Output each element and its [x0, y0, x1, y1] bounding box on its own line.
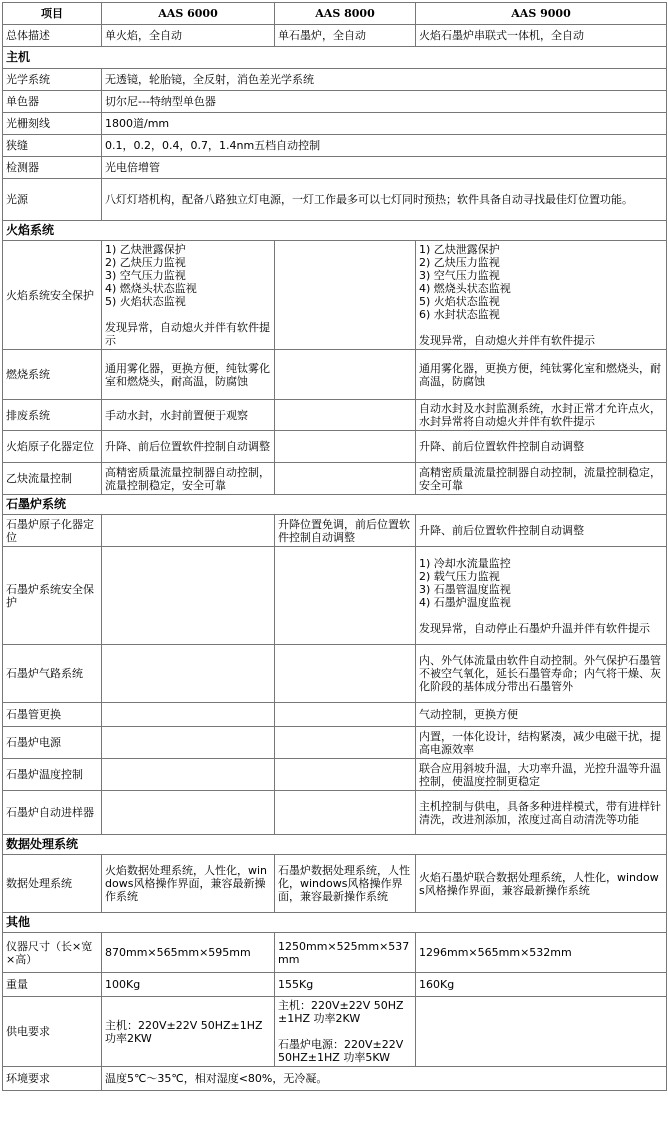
row-value: 温度5℃～35℃，相对湿度<80%，无冷凝。 — [102, 1067, 667, 1091]
row-label: 燃烧系统 — [3, 350, 102, 400]
cell-aas9000: 自动水封及水封监测系统，水封正常才允许点火，水封异常将自动熄火并伴有软件提示 — [416, 400, 667, 431]
row-label: 石墨炉电源 — [3, 727, 102, 759]
row-label: 石墨炉自动进样器 — [3, 791, 102, 835]
cell-aas9000: 升降、前后位置软件控制自动调整 — [416, 431, 667, 463]
header-aas6000: AAS 6000 — [102, 3, 275, 25]
section-row — [3, 913, 667, 933]
header-row — [3, 3, 667, 25]
cell-aas9000: 火焰石墨炉串联式一体机，全自动 — [416, 25, 667, 47]
section-title: 火焰系统 — [3, 221, 667, 241]
header-aas8000: AAS 8000 — [275, 3, 416, 25]
row-label: 排废系统 — [3, 400, 102, 431]
cell-aas6000 — [102, 547, 275, 645]
row-label: 环境要求 — [3, 1067, 102, 1091]
row-value: 1800道/mm — [102, 113, 667, 135]
cell-aas6000: 升降、前后位置软件控制自动调整 — [102, 431, 275, 463]
cell-aas8000 — [275, 400, 416, 431]
cell-aas6000: 手动水封，水封前置便于观察 — [102, 400, 275, 431]
section-row — [3, 221, 667, 241]
cell-aas6000 — [102, 645, 275, 703]
cell-aas6000: 通用雾化器，更换方便，纯钛雾化室和燃烧头，耐高温，防腐蚀 — [102, 350, 275, 400]
table-row — [3, 91, 667, 113]
cell-aas8000 — [275, 463, 416, 495]
cell-aas8000 — [275, 645, 416, 703]
section-row — [3, 47, 667, 69]
section-title: 主机 — [3, 47, 667, 69]
cell-aas9000: 通用雾化器，更换方便，纯钛雾化室和燃烧头，耐高温，防腐蚀 — [416, 350, 667, 400]
row-label: 石墨炉原子化器定位 — [3, 515, 102, 547]
row-label: 石墨管更换 — [3, 703, 102, 727]
spec-table — [2, 2, 667, 1091]
row-label: 单色器 — [3, 91, 102, 113]
row-label: 石墨炉气路系统 — [3, 645, 102, 703]
cell-aas6000 — [102, 515, 275, 547]
row-label: 总体描述 — [3, 25, 102, 47]
cell-aas9000: 1296mm×565mm×532mm — [416, 933, 667, 973]
cell-aas6000 — [102, 703, 275, 727]
cell-aas8000: 石墨炉数据处理系统，人性化，windows风格操作界面，兼容最新操作系统 — [275, 855, 416, 913]
cell-aas6000 — [102, 727, 275, 759]
row-value: 无透镜，轮胎镜，全反射，消色差光学系统 — [102, 69, 667, 91]
row-label: 火焰系统安全保护 — [3, 241, 102, 350]
row-label: 光学系统 — [3, 69, 102, 91]
cell-aas8000 — [275, 350, 416, 400]
table-row — [3, 113, 667, 135]
table-row — [3, 855, 667, 913]
section-row — [3, 835, 667, 855]
cell-aas9000: 1) 乙炔泄露保护 2) 乙炔压力监视 3) 空气压力监视 4) 燃烧头状态监视 5) 火焰状态监视 6) 水封状态监视 发现异常，自动熄火并伴有软件提示 — [416, 241, 667, 350]
row-label: 乙炔流量控制 — [3, 463, 102, 495]
row-label: 数据处理系统 — [3, 855, 102, 913]
cell-aas9000: 高精密质量流量控制器自动控制，流量控制稳定，安全可靠 — [416, 463, 667, 495]
table-row — [3, 25, 667, 47]
cell-aas9000: 主机控制与供电，具备多种进样模式，带有进样针清洗，改进剂添加，浓度过高自动清洗等功能 — [416, 791, 667, 835]
table-row — [3, 997, 667, 1067]
cell-aas8000 — [275, 431, 416, 463]
table-row — [3, 547, 667, 645]
table-row — [3, 703, 667, 727]
row-label: 火焰原子化器定位 — [3, 431, 102, 463]
row-label: 光栅刻线 — [3, 113, 102, 135]
header-item: 项目 — [3, 3, 102, 25]
cell-aas8000 — [275, 791, 416, 835]
cell-aas8000: 单石墨炉，全自动 — [275, 25, 416, 47]
cell-aas6000 — [102, 791, 275, 835]
table-row — [3, 759, 667, 791]
row-value: 0.1，0.2，0.4，0.7，1.4nm五档自动控制 — [102, 135, 667, 157]
cell-aas6000: 主机：220V±22V 50HZ±1HZ 功率2KW — [102, 997, 275, 1067]
row-label: 检测器 — [3, 157, 102, 179]
row-label: 石墨炉系统安全保护 — [3, 547, 102, 645]
cell-aas6000: 火焰数据处理系统，人性化，windows风格操作界面，兼容最新操作系统 — [102, 855, 275, 913]
row-label: 重量 — [3, 973, 102, 997]
table-row — [3, 400, 667, 431]
cell-aas6000: 单火焰，全自动 — [102, 25, 275, 47]
header-aas9000: AAS 9000 — [416, 3, 667, 25]
table-row — [3, 515, 667, 547]
row-value: 光电倍增管 — [102, 157, 667, 179]
cell-aas9000 — [416, 997, 667, 1067]
cell-aas6000: 100Kg — [102, 973, 275, 997]
section-title: 数据处理系统 — [3, 835, 667, 855]
cell-aas8000: 升降位置免调，前后位置软件控制自动调整 — [275, 515, 416, 547]
cell-aas9000: 联合应用斜坡升温，大功率升温，光控升温等升温控制，使温度控制更稳定 — [416, 759, 667, 791]
row-label: 光源 — [3, 179, 102, 221]
row-label: 仪器尺寸（长×宽×高） — [3, 933, 102, 973]
table-row — [3, 431, 667, 463]
row-label: 狭缝 — [3, 135, 102, 157]
table-row — [3, 463, 667, 495]
table-row — [3, 69, 667, 91]
row-label: 石墨炉温度控制 — [3, 759, 102, 791]
section-title: 其他 — [3, 913, 667, 933]
cell-aas8000 — [275, 547, 416, 645]
table-row — [3, 157, 667, 179]
cell-aas9000: 160Kg — [416, 973, 667, 997]
table-row — [3, 241, 667, 350]
row-value: 切尔尼---特纳型单色器 — [102, 91, 667, 113]
table-row — [3, 645, 667, 703]
cell-aas8000: 155Kg — [275, 973, 416, 997]
cell-aas8000: 主机：220V±22V 50HZ±1HZ 功率2KW 石墨炉电源：220V±22V 50HZ±1HZ 功率5KW — [275, 997, 416, 1067]
cell-aas9000: 升降、前后位置软件控制自动调整 — [416, 515, 667, 547]
section-row — [3, 495, 667, 515]
table-row — [3, 973, 667, 997]
cell-aas6000 — [102, 759, 275, 791]
cell-aas8000 — [275, 703, 416, 727]
cell-aas9000: 1) 冷却水流量监控 2) 载气压力监视 3) 石墨管温度监视 4) 石墨炉温度监视 发现异常，自动停止石墨炉升温并伴有软件提示 — [416, 547, 667, 645]
table-row — [3, 135, 667, 157]
row-value: 八灯灯塔机构，配备八路独立灯电源，一灯工作最多可以七灯同时预热；软件具备自动寻找最佳灯位置功能。 — [102, 179, 667, 221]
cell-aas9000: 气动控制，更换方便 — [416, 703, 667, 727]
cell-aas9000: 内置，一体化设计，结构紧凑，减少电磁干扰，提高电源效率 — [416, 727, 667, 759]
cell-aas6000: 870mm×565mm×595mm — [102, 933, 275, 973]
table-row — [3, 727, 667, 759]
cell-aas8000 — [275, 759, 416, 791]
table-row — [3, 350, 667, 400]
table-row — [3, 179, 667, 221]
cell-aas6000: 1) 乙炔泄露保护 2) 乙炔压力监视 3) 空气压力监视 4) 燃烧头状态监视 5) 火焰状态监视 发现异常，自动熄火并伴有软件提示 — [102, 241, 275, 350]
cell-aas9000: 内、外气体流量由软件自动控制。外气保护石墨管不被空气氧化，延长石墨管寿命；内气将干燥、灰化阶段的基体成分带出石墨管外 — [416, 645, 667, 703]
table-row — [3, 933, 667, 973]
cell-aas8000 — [275, 241, 416, 350]
row-label: 供电要求 — [3, 997, 102, 1067]
table-row — [3, 1067, 667, 1091]
table-row — [3, 791, 667, 835]
cell-aas8000: 1250mm×525mm×537mm — [275, 933, 416, 973]
section-title: 石墨炉系统 — [3, 495, 667, 515]
cell-aas8000 — [275, 727, 416, 759]
cell-aas6000: 高精密质量流量控制器自动控制，流量控制稳定，安全可靠 — [102, 463, 275, 495]
cell-aas9000: 火焰石墨炉联合数据处理系统，人性化，windows风格操作界面，兼容最新操作系统 — [416, 855, 667, 913]
